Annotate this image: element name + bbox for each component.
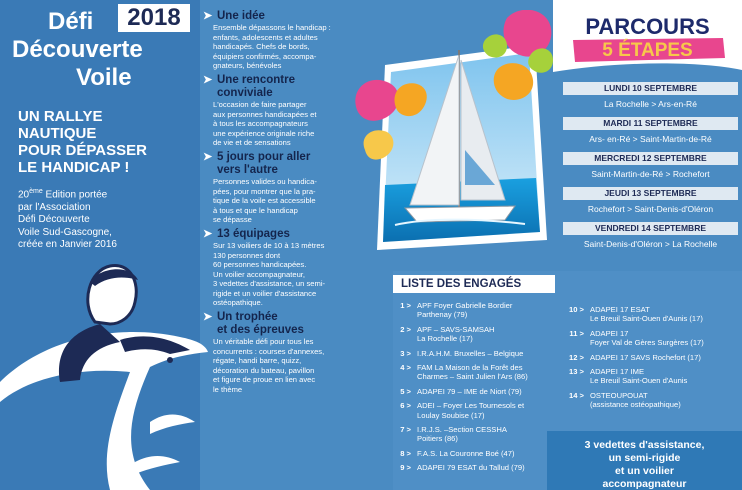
entry-number: 9 > <box>400 463 411 473</box>
section-title-line: 5 jours pour aller <box>217 150 311 163</box>
entry-line: (assistance ostéopathique) <box>590 400 681 410</box>
list-item <box>395 449 563 458</box>
stage-date: MARDI 11 SEPTEMBRE <box>563 117 738 130</box>
body-line: régate, handi barre, quizz, <box>213 356 302 366</box>
body-line: Un voilier accompagnateur, <box>213 269 306 279</box>
section-title-line: Une rencontre <box>217 73 295 86</box>
list-item <box>395 401 563 420</box>
list-item <box>568 305 740 324</box>
arrow-right-icon: ➤ <box>203 311 213 324</box>
stage-item <box>563 187 738 214</box>
entry-line: ADAPEI 17 <box>590 328 629 338</box>
entry-text <box>417 463 525 472</box>
body-line: L'occasion de faire partager <box>213 99 307 109</box>
entry-text <box>590 305 703 324</box>
entry-text <box>590 353 701 362</box>
list-item <box>395 325 563 344</box>
arrow-right-icon: ➤ <box>203 10 213 22</box>
entry-number: 1 > <box>400 301 411 310</box>
entry-line: ADEI – Foyer Les Tournesols et <box>417 401 525 411</box>
entry-line: I.R.A.H.M. Bruxelles – Belgique <box>417 348 524 358</box>
arrow-right-icon: ➤ <box>203 150 213 163</box>
body-line: 130 personnes dont <box>213 250 281 260</box>
edition-line <box>18 186 198 202</box>
section-heading <box>203 311 353 337</box>
arrow-right-icon: ➤ <box>203 73 213 86</box>
stage-date: LUNDI 10 SEPTEMBRE <box>563 82 738 95</box>
entry-line: ADAPEI 17 IME <box>590 367 645 377</box>
participants-column-2 <box>568 305 740 415</box>
stage-item <box>563 222 738 249</box>
body-line: gnateurs, bénévoles <box>213 61 282 71</box>
entry-line: OSTEOUPOUAT <box>590 390 648 400</box>
entry-line: APF – SAVS-SAMSAH <box>417 324 495 334</box>
edition-suffix: ème <box>29 188 43 195</box>
stage-item <box>563 82 738 109</box>
entry-text <box>590 367 687 386</box>
entry-number: 4 > <box>400 363 411 373</box>
participants-panel <box>393 271 742 490</box>
body-line: à tous et que le handicap <box>213 205 298 215</box>
entry-line: FAM La Maison de la Forêt des <box>417 363 523 373</box>
entry-number: 13 > <box>569 367 584 377</box>
body-line: handicapés. Chefs de bords, <box>213 42 310 52</box>
assistance-line: accompagnateur <box>602 478 687 490</box>
slogan-line: LE HANDICAP ! <box>18 159 130 176</box>
stage-item <box>563 117 738 144</box>
stage-date: VENDREDI 14 SEPTEMBRE <box>563 222 738 235</box>
list-item <box>568 329 740 348</box>
title-line-3: Voile <box>76 64 132 91</box>
edition-line: par l'Association <box>18 201 91 213</box>
parcours-title: PARCOURS <box>585 14 710 39</box>
body-line: enfants, adolescents et adultes <box>213 32 318 42</box>
section-body <box>203 337 353 395</box>
entry-number: 10 > <box>569 305 584 314</box>
section-title <box>217 74 295 100</box>
entry-line: ADAPEI 17 SAVS Rochefort (17) <box>590 352 701 362</box>
stages-list <box>563 82 738 257</box>
section-title-line: et des épreuves <box>217 324 304 337</box>
body-line: décoration du bateau, pavillon <box>213 365 315 375</box>
entry-text <box>590 391 681 410</box>
stage-route: Rochefort > Saint-Denis-d'Oléron <box>587 204 714 214</box>
list-item <box>395 425 563 444</box>
list-item <box>568 353 740 362</box>
body-line: Un véritable défi pour tous les <box>213 337 314 347</box>
body-line: Personnes valides ou handica- <box>213 176 317 186</box>
section-title <box>217 10 265 23</box>
parcours-subtitle: 5 ÉTAPES <box>602 40 693 61</box>
body-line: ostéopathique. <box>213 298 263 308</box>
body-line: rigide et un voilier d'assistance <box>213 288 317 298</box>
assistance-line: et un voilier <box>615 465 674 477</box>
entry-line: Poitiers (86) <box>417 434 458 444</box>
list-item <box>395 463 563 472</box>
entry-text <box>417 301 512 320</box>
slogan <box>18 108 198 176</box>
year-badge: 2018 <box>118 4 190 32</box>
body-line: une expérience originale riche <box>213 128 315 138</box>
list-item <box>395 363 563 382</box>
section-trophee <box>203 311 353 395</box>
section-title <box>217 228 290 241</box>
participants-column-1 <box>395 301 563 478</box>
entry-number: 14 > <box>569 390 584 400</box>
entry-text <box>417 325 495 344</box>
body-line: Sur 13 voiliers de 10 à 13 mètres <box>213 240 325 250</box>
body-line: équipiers confirmés, accompa- <box>213 51 317 61</box>
section-body <box>203 241 353 308</box>
stage-date: MERCREDI 12 SEPTEMBRE <box>563 152 738 165</box>
sailboat-illustration <box>355 10 555 270</box>
entry-line: APF Foyer Gabrielle Bordier <box>417 301 513 310</box>
entry-line: ADAPEI 79 ESAT du Tallud (79) <box>417 463 525 473</box>
body-line: concurrents : courses d'annexes, <box>213 346 325 356</box>
stage-route: La Rochelle > Ars-en-Ré <box>604 99 697 109</box>
assistance-line: 3 vedettes d'assistance, <box>584 439 705 451</box>
body-line: Ensemble dépassons le handicap : <box>213 23 331 32</box>
entry-line: ADAPEI 79 – IME de Niort (79) <box>417 386 522 396</box>
list-item <box>395 349 563 358</box>
entry-line: Le Breuil Saint-Ouen d'Aunis (17) <box>590 314 703 324</box>
section-13-equipages <box>203 228 353 308</box>
entry-line: ADAPEI 17 ESAT <box>590 305 650 314</box>
entry-text <box>417 387 522 396</box>
entry-number: 8 > <box>400 448 411 458</box>
section-title <box>217 151 310 177</box>
entry-number: 11 > <box>569 328 584 338</box>
slogan-line: UN RALLYE <box>18 108 103 125</box>
entry-number: 6 > <box>400 401 411 411</box>
entry-text <box>417 363 528 382</box>
edition-line: créée en Janvier 2016 <box>18 239 117 251</box>
left-panel <box>0 0 200 490</box>
section-title-line: Une idée <box>217 10 265 22</box>
entry-line: Le Breuil Saint-Ouen d'Aunis <box>590 376 688 386</box>
entry-text <box>417 349 523 358</box>
section-5-jours <box>203 151 353 225</box>
section-body <box>203 100 353 148</box>
body-line: 60 personnes handicapées. <box>213 260 307 270</box>
body-line: se dépasse <box>213 215 252 225</box>
section-heading <box>203 228 353 241</box>
entry-line: Foyer Val de Gères Surgères (17) <box>590 338 704 348</box>
entry-line: La Rochelle (17) <box>417 334 473 344</box>
assistance-line: un semi-rigide <box>608 452 681 464</box>
entry-line: Parthenay (79) <box>417 310 468 320</box>
entry-line: Charmes – Saint Julien l'Ars (86) <box>417 372 528 382</box>
participants-title: LISTE DES ENGAGÉS <box>393 275 555 293</box>
edition-text: Edition portée <box>42 189 108 201</box>
entry-number: 3 > <box>400 348 411 358</box>
body-line: aux personnes handicapées et <box>213 109 317 119</box>
section-une-idee <box>203 10 353 71</box>
slogan-line: NAUTIQUE <box>18 125 97 142</box>
dolphin-mascot-illustration <box>0 262 210 490</box>
entry-text <box>417 425 507 444</box>
stage-item <box>563 152 738 179</box>
title-line-2: Découverte <box>12 36 143 63</box>
info-column <box>203 10 353 398</box>
entry-text <box>417 401 524 420</box>
entry-line: F.A.S. La Couronne Boé (47) <box>417 448 515 458</box>
entry-line: Loulay Soubise (17) <box>417 410 485 420</box>
edition-number: 20 <box>18 189 30 201</box>
edition-info <box>18 186 198 252</box>
stage-route: Saint-Denis-d'Oléron > La Rochelle <box>583 239 718 249</box>
body-line: 3 vedettes d'assistance, un semi- <box>213 279 326 289</box>
section-body <box>203 177 353 225</box>
entry-line: I.R.J.S. –Section CESSHA <box>417 425 507 435</box>
stage-route: Saint-Martin-de-Ré > Rochefort <box>591 169 710 179</box>
body-line: tique de la voile est accessible <box>213 196 316 206</box>
body-line: et figure de proue en lien avec <box>213 375 316 385</box>
edition-line: Défi Découverte <box>18 214 90 226</box>
list-item <box>568 391 740 410</box>
section-title-line: 13 équipages <box>217 227 290 240</box>
entry-number: 5 > <box>400 386 411 396</box>
body-line: à tous les accompagnateurs <box>213 119 308 129</box>
body-line: pées, pour montrer que la pra- <box>213 186 316 196</box>
list-item <box>568 367 740 386</box>
section-heading <box>203 10 353 23</box>
arrow-right-icon: ➤ <box>203 227 213 240</box>
entry-number: 7 > <box>400 425 411 435</box>
body-line: de vie et de sensations <box>213 138 291 148</box>
stage-route: Ars- en-Ré > Saint-Martin-de-Ré <box>589 134 712 144</box>
title-line-1: Défi <box>48 8 94 35</box>
stage-date: JEUDI 13 SEPTEMBRE <box>563 187 738 200</box>
entry-text <box>590 329 704 348</box>
section-title-line: conviviale <box>217 86 273 99</box>
edition-line: Voile Sud-Gascogne, <box>18 226 112 238</box>
section-rencontre <box>203 74 353 148</box>
slogan-line: POUR DÉPASSER <box>18 142 147 159</box>
section-title-line: vers l'autre <box>217 163 278 176</box>
entry-number: 12 > <box>569 352 584 362</box>
section-body <box>203 23 353 71</box>
body-line: le thème <box>213 385 243 395</box>
assistance-note <box>547 431 742 490</box>
list-item <box>395 301 563 320</box>
section-heading <box>203 74 353 100</box>
section-heading <box>203 151 353 177</box>
entry-text <box>417 449 515 458</box>
section-title <box>217 311 304 337</box>
list-item <box>395 387 563 396</box>
section-title-line: Un trophée <box>217 311 278 324</box>
entry-number: 2 > <box>400 324 411 334</box>
